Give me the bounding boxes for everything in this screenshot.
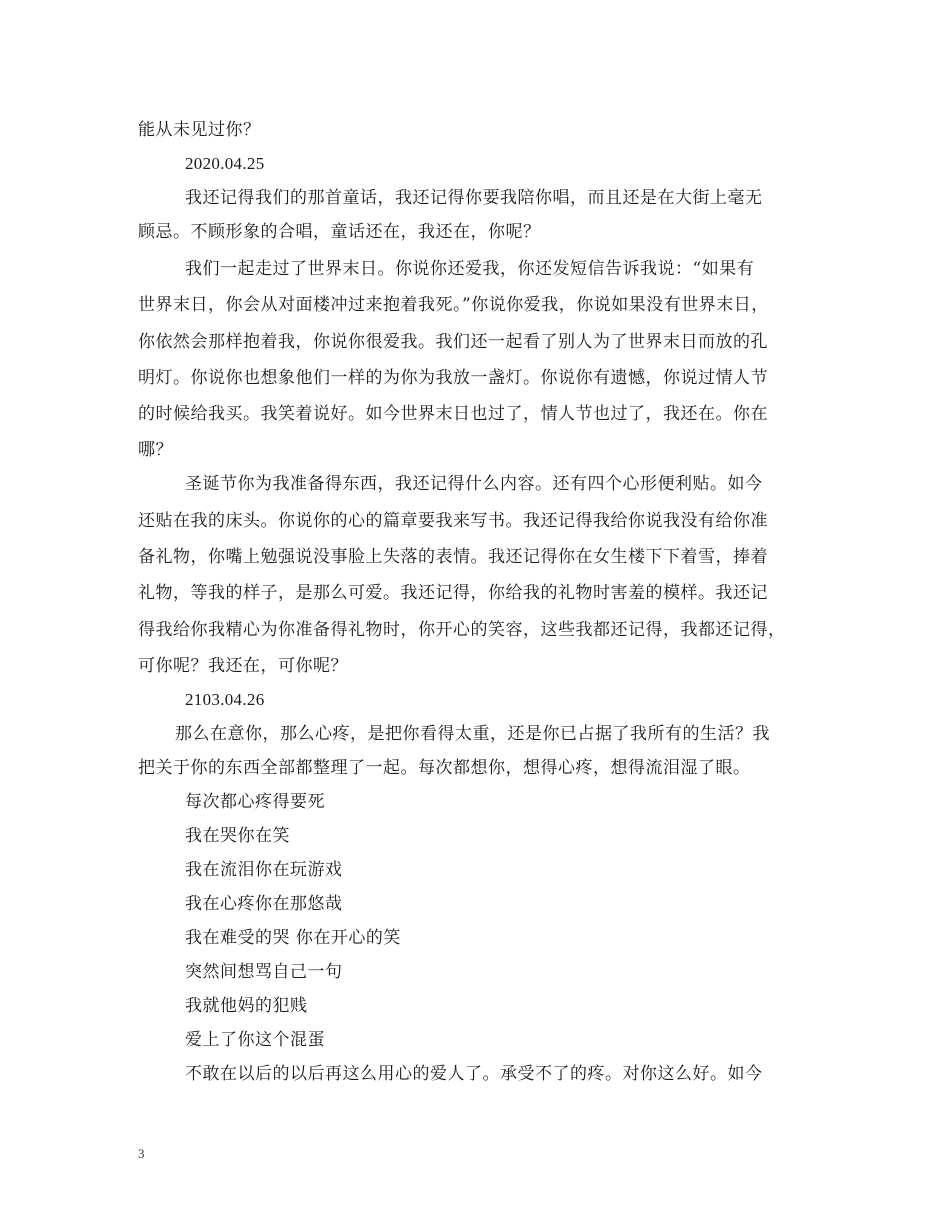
text-line: 得我给你我精心为你准备得礼物时，你开心的笑容，这些我都还记得，我都还记得， xyxy=(138,620,786,640)
date-line: 2020.04.25 xyxy=(185,154,265,173)
text-line: 明灯。你说你也想象他们一样的为你为我放一盏灯。你说你有遗憾，你说过情人节 xyxy=(138,368,768,388)
text-line: 备礼物，你嘴上勉强说没事脸上失落的表情。我还记得你在女生楼下下着雪，捧着 xyxy=(138,547,768,567)
poem-line: 突然间想骂自己一句 xyxy=(185,962,343,982)
text-line: 我们一起走过了世界末日。你说你还爱我，你还发短信告诉我说：“如果有 xyxy=(185,259,755,279)
poem-line: 爱上了你这个混蛋 xyxy=(185,1030,325,1050)
poem-line: 我在心疼你在那悠哉 xyxy=(185,894,343,914)
text-line: 那么在意你，那么心疼，是把你看得太重，还是你已占据了我所有的生活？我 xyxy=(175,724,770,744)
poem-line: 我在流泪你在玩游戏 xyxy=(185,860,343,880)
date-line: 2103.04.26 xyxy=(185,690,265,709)
text-line: 哪？ xyxy=(138,440,173,460)
text-line: 圣诞节你为我准备得东西，我还记得什么内容。还有四个心形便利贴。如今 xyxy=(185,474,763,494)
poem-line: 我就他妈的犯贱 xyxy=(185,996,308,1016)
text-line: 还贴在我的床头。你说你的心的篇章要我来写书。我还记得我给你说我没有给你准 xyxy=(138,511,768,531)
poem-line: 每次都心疼得要死 xyxy=(185,792,325,812)
text-line: 世界末日，你会从对面楼冲过来抱着我死。”你说你爱我，你说如果没有世界末日， xyxy=(138,295,769,315)
page-number: 3 xyxy=(138,1146,145,1161)
text-line: 不敢在以后的以后再这么用心的爱人了。承受不了的疼。对你这么好。如今 xyxy=(185,1064,763,1084)
text-line: 能从未见过你？ xyxy=(138,120,261,140)
text-line: 顾忌。不顾形象的合唱，童话还在，我还在，你呢？ xyxy=(138,222,541,242)
poem-line: 我在哭你在笑 xyxy=(185,826,290,846)
text-line: 把关于你的东西全部都整理了一起。每次都想你，想得心疼，想得流泪湿了眼。 xyxy=(138,758,751,778)
text-line: 可你呢？我还在，可你呢？ xyxy=(138,656,348,676)
text-line: 礼物，等我的样子，是那么可爱。我还记得，你给我的礼物时害羞的模样。我还记 xyxy=(138,583,768,603)
poem-line: 我在难受的哭 你在开心的笑 xyxy=(185,928,401,948)
text-line: 的时候给我买。我笑着说好。如今世界末日也过了，情人节也过了，我还在。你在 xyxy=(138,404,768,424)
text-line: 你依然会那样抱着我，你说你很爱我。我们还一起看了别人为了世界末日而放的孔 xyxy=(138,332,768,352)
text-line: 我还记得我们的那首童话，我还记得你要我陪你唱，而且还是在大街上毫无 xyxy=(185,188,763,208)
